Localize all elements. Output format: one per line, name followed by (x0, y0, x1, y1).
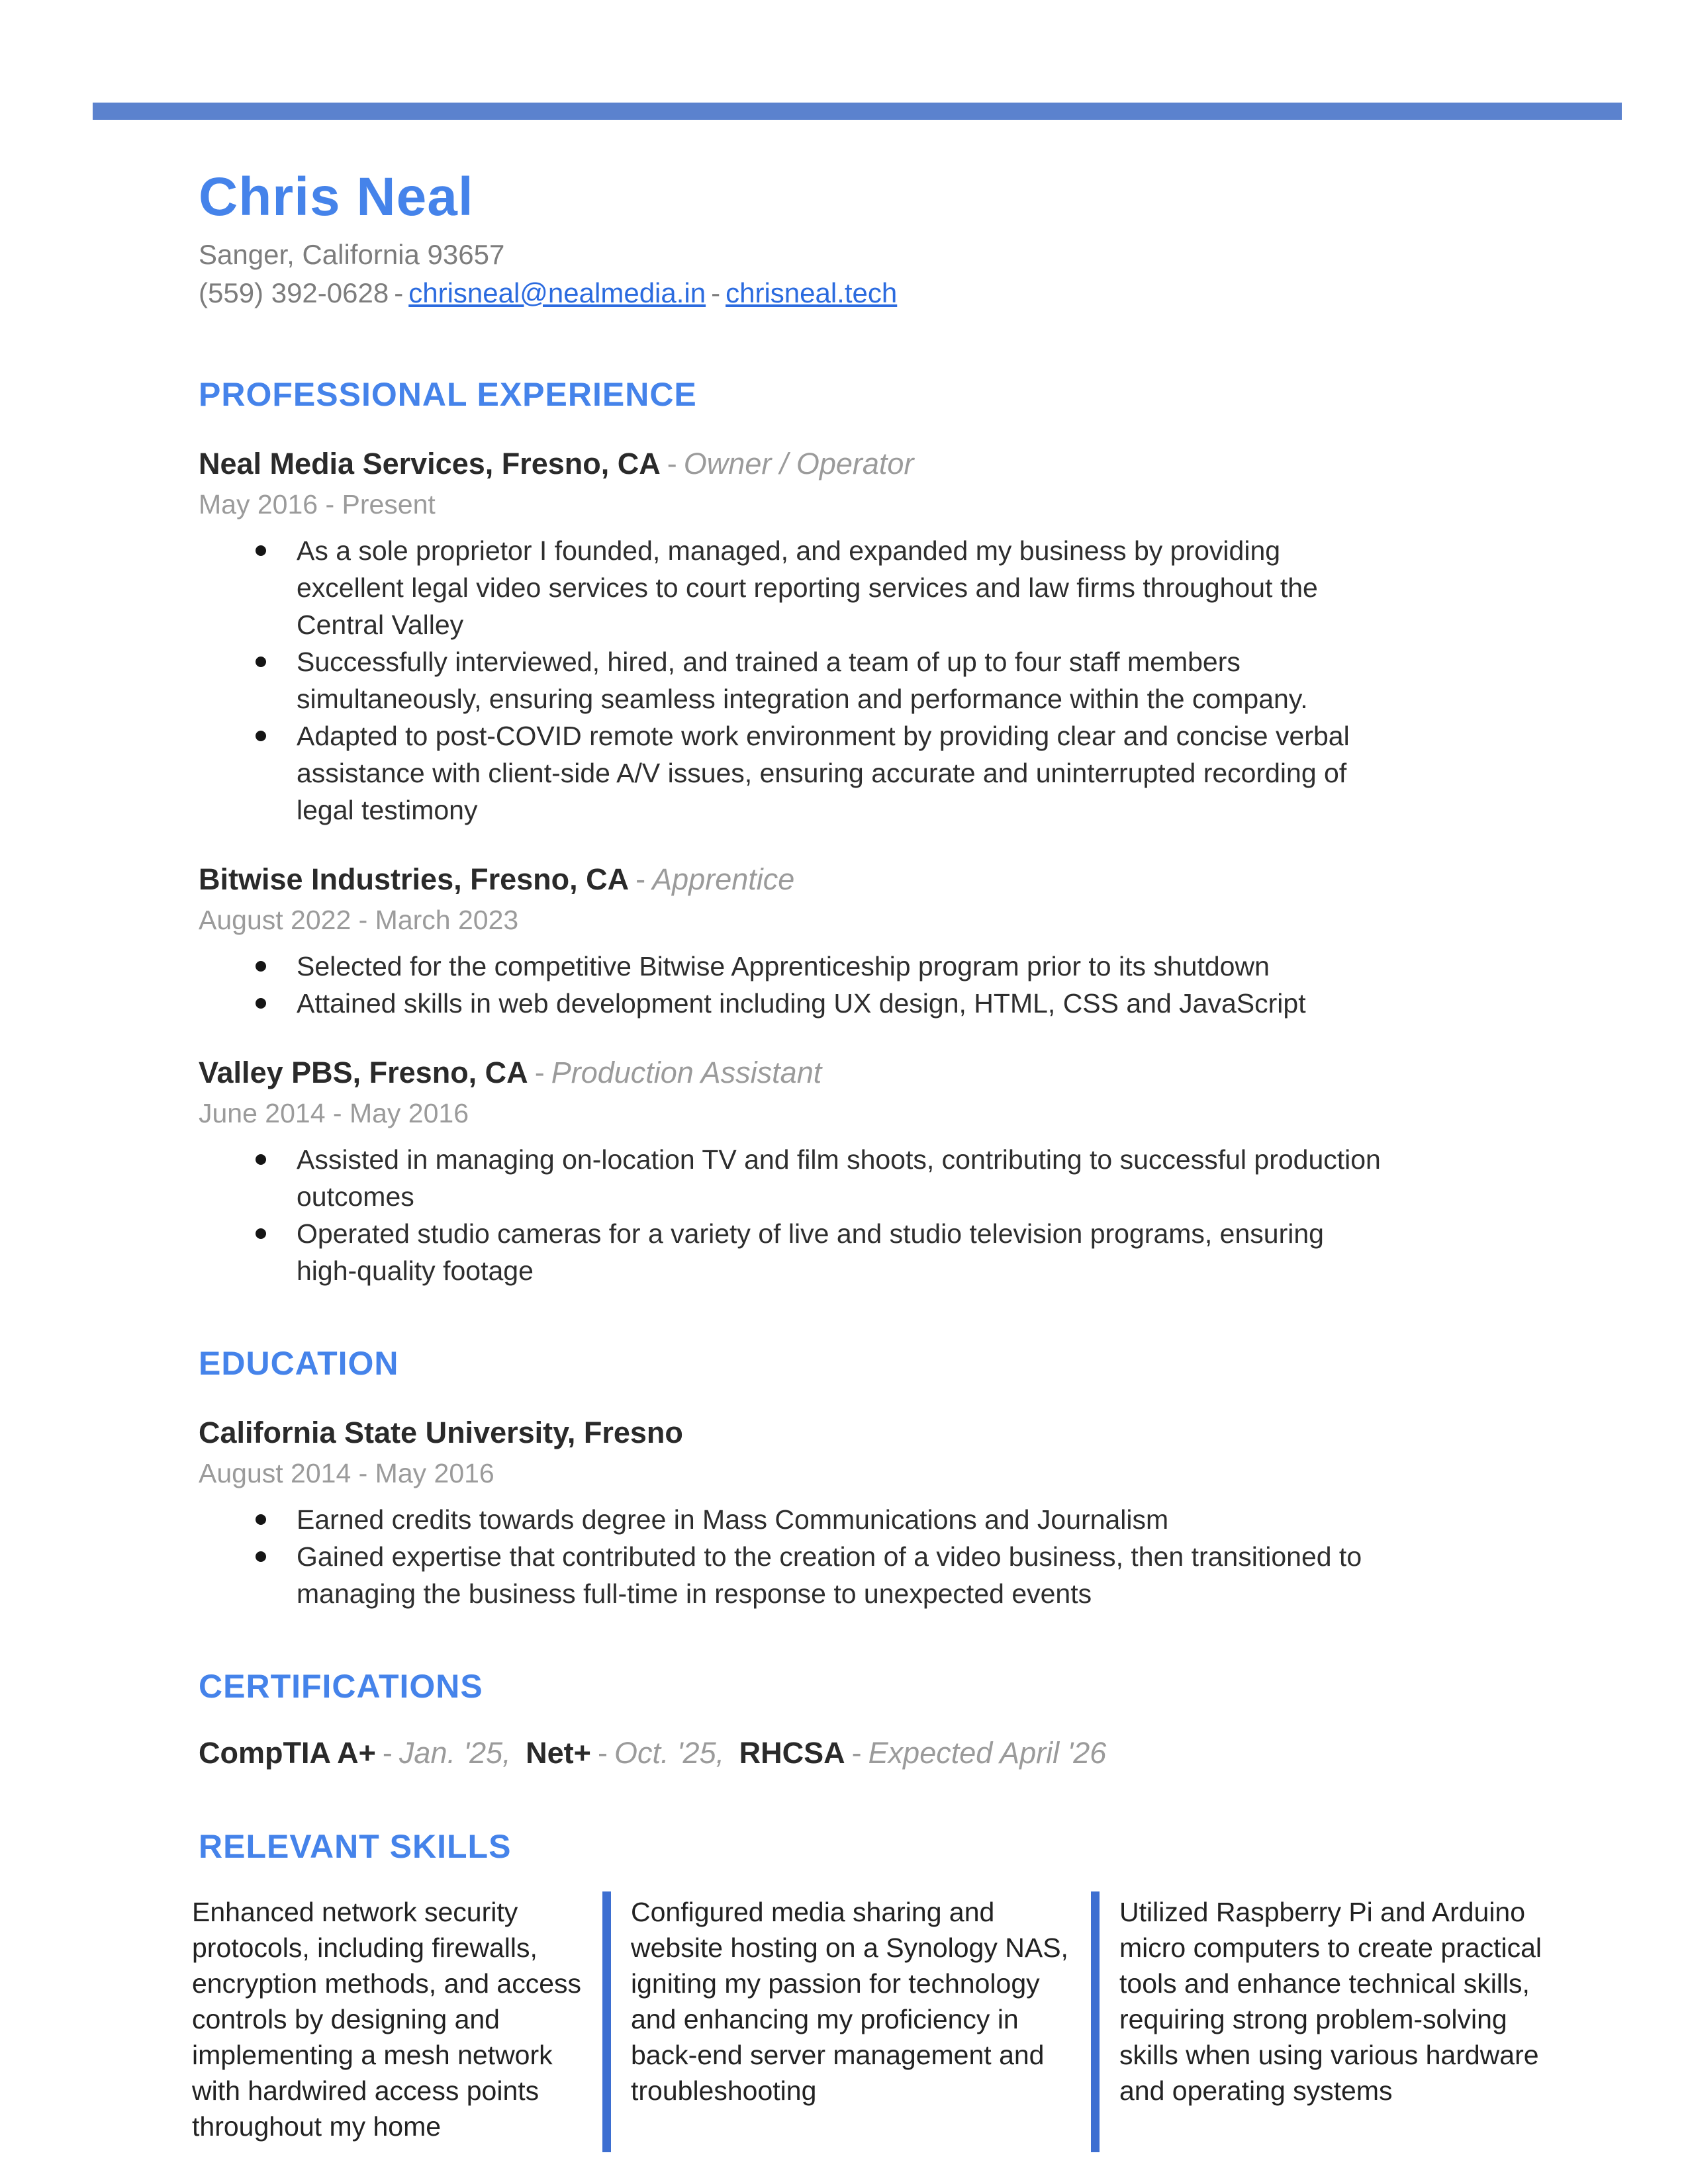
dash-separator: - (534, 1056, 545, 1089)
bullet-item: Earned credits towards degree in Mass Communications and Journalism (297, 1501, 1382, 1538)
certification-name: Net+ (526, 1736, 591, 1770)
job-dates: May 2016 - Present (199, 489, 436, 520)
job-role: Production Assistant (551, 1056, 822, 1089)
company-name: Bitwise Industries, Fresno, CA (199, 862, 630, 896)
bullet-item: Gained expertise that contributed to the creation of a video business, then transitioned to managing the business full-time in response to unexpected events (297, 1538, 1382, 1612)
job-heading (199, 1054, 1569, 1092)
bullet-item: Selected for the competitive Bitwise Apprenticeship program prior to its shutdown (297, 948, 1382, 985)
dash-separator: - (667, 447, 677, 480)
experience-section-title: PROFESSIONAL EXPERIENCE (199, 376, 697, 413)
job-heading (199, 445, 1569, 483)
website-link[interactable]: chrisneal.tech (726, 277, 898, 308)
location-line: Sanger, California 93657 (199, 239, 505, 270)
bullet-list (199, 532, 1403, 829)
certification-name: CompTIA A+ (199, 1736, 376, 1770)
bullet-list (199, 1501, 1403, 1612)
section-skills (192, 1828, 1569, 2152)
dash-separator: - (635, 862, 646, 896)
dash-separator: - (382, 1736, 393, 1770)
header (199, 165, 1569, 312)
school-name: California State University, Fresno (199, 1416, 683, 1449)
bullet-item: Successfully interviewed, hired, and trained a team of up to four staff members simultaneously, ensuring seamless integration and performance within the company. (297, 643, 1382, 717)
job-heading (199, 860, 1569, 899)
skills-section-title: RELEVANT SKILLS (199, 1828, 512, 1865)
name-heading: Chris Neal (199, 167, 474, 227)
certification-date: Jan. '25, (399, 1736, 511, 1770)
section-certifications (199, 1668, 1569, 1772)
education-section-title: EDUCATION (199, 1345, 399, 1382)
dash-separator: - (711, 277, 721, 308)
dash-separator: - (597, 1736, 608, 1770)
bullet-item: Assisted in managing on-location TV and film shoots, contributing to successful production outcomes (297, 1141, 1382, 1215)
skill-column: Utilized Raspberry Pi and Arduino micro computers to create practical tools and enhance technical skills, requiring strong problem-solving skills when using various hardware and operating systems (1091, 1891, 1569, 2152)
bullet-item: As a sole proprietor I founded, managed, and expanded my business by providing excellent legal video services to court reporting services and law firms throughout the Central Valley (297, 532, 1382, 643)
bullet-list (199, 1141, 1403, 1289)
certification-name: RHCSA (739, 1736, 845, 1770)
job-entry (199, 445, 1569, 829)
contact-line (199, 274, 1569, 312)
skills-columns (192, 1891, 1569, 2152)
section-experience (199, 376, 1569, 1289)
job-role: Apprentice (652, 862, 795, 896)
section-education (199, 1345, 1569, 1612)
header-accent-bar (93, 103, 1622, 120)
phone-text: (559) 392-0628 (199, 277, 389, 308)
dash-separator: - (394, 277, 404, 308)
bullet-list (199, 948, 1403, 1022)
company-name: Neal Media Services, Fresno, CA (199, 447, 661, 480)
skill-column: Enhanced network security protocols, including firewalls, encryption methods, and access controls by designing and implementing a mesh network with hardwired access points throughout my home (192, 1897, 581, 2142)
dash-separator: - (851, 1736, 862, 1770)
certification-date: Oct. '25, (614, 1736, 725, 1770)
job-entry (199, 1054, 1569, 1289)
email-link[interactable]: chrisneal@nealmedia.in (408, 277, 706, 308)
certifications-line (199, 1734, 1569, 1772)
job-entry (199, 860, 1569, 1022)
job-dates: June 2014 - May 2016 (199, 1098, 469, 1128)
resume-content (192, 165, 1569, 2152)
bullet-item: Adapted to post-COVID remote work environment by providing clear and concise verbal assistance with client-side A/V issues, ensuring accurate and uninterrupted recording of legal testimony (297, 717, 1382, 829)
education-entry (199, 1414, 1569, 1612)
bullet-item: Attained skills in web development including UX design, HTML, CSS and JavaScript (297, 985, 1382, 1022)
certification-date: Expected April '26 (868, 1736, 1107, 1770)
skill-column: Configured media sharing and website hosting on a Synology NAS, igniting my passion for technology and enhancing my proficiency in back-end server management and troubleshooting (602, 1891, 1091, 2152)
company-name: Valley PBS, Fresno, CA (199, 1056, 528, 1089)
job-dates: August 2022 - March 2023 (199, 905, 519, 935)
job-role: Owner / Operator (683, 447, 914, 480)
certifications-section-title: CERTIFICATIONS (199, 1668, 483, 1705)
school-dates: August 2014 - May 2016 (199, 1458, 494, 1488)
bullet-item: Operated studio cameras for a variety of live and studio television programs, ensuring high-quality footage (297, 1215, 1382, 1289)
